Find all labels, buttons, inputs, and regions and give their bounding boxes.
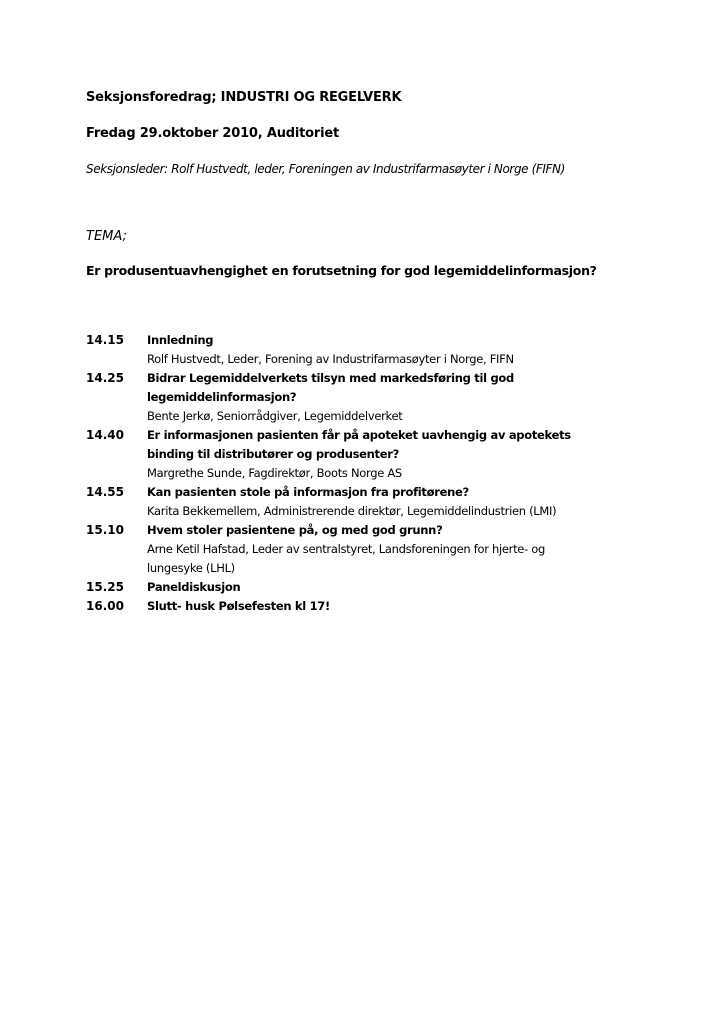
program-content xyxy=(147,578,646,597)
speaker-line: Bente Jerkø, Seniorrådgiver, Legemiddelverket xyxy=(147,409,403,423)
speaker-line: Rolf Hustvedt, Leder, Forening av Industrifarmasøyter i Norge, FIFN xyxy=(147,352,514,366)
section-title: Seksjonsforedrag; INDUSTRI OG REGELVERK xyxy=(86,90,402,105)
program-item xyxy=(86,521,646,578)
tema-question: Er produsentuavhengighet en forutsetning for god legemiddelinformasjon? xyxy=(86,263,597,278)
program-content xyxy=(147,521,646,578)
program-item xyxy=(86,426,646,483)
program-time: 14.40 xyxy=(86,428,124,442)
program-item xyxy=(86,331,646,369)
program-time: 14.25 xyxy=(86,371,124,385)
section-leader-line: Seksjonsleder: Rolf Hustvedt, leder, Foreningen av Industrifarmasøyter i Norge (FIFN) xyxy=(86,162,565,176)
program-content xyxy=(147,483,646,521)
program-content xyxy=(147,331,646,369)
talk-title-line: Hvem stoler pasientene på, og med god grunn? xyxy=(147,523,443,537)
program-time: 15.10 xyxy=(86,523,124,537)
program-item xyxy=(86,597,646,616)
talk-title-line: Slutt- husk Pølsefesten kl 17! xyxy=(147,599,330,613)
program-item xyxy=(86,578,646,597)
program-item xyxy=(86,369,646,426)
tema-label: TEMA; xyxy=(86,229,127,244)
speaker-line: lungesyke (LHL) xyxy=(147,561,235,575)
talk-title-line: Innledning xyxy=(147,333,214,347)
speaker-line: Arne Ketil Hafstad, Leder av sentralstyret, Landsforeningen for hjerte- og xyxy=(147,542,546,556)
program-item xyxy=(86,483,646,521)
talk-title-line: legemiddelinformasjon? xyxy=(147,390,297,404)
program-content xyxy=(147,426,646,483)
program-list xyxy=(86,331,646,616)
talk-title-line: Paneldiskusjon xyxy=(147,580,241,594)
talk-title-line: Er informasjonen pasienten får på apoteket uavhengig av apotekets xyxy=(147,428,571,442)
program-content xyxy=(147,597,646,616)
date-line: Fredag 29.oktober 2010, Auditoriet xyxy=(86,126,339,141)
program-time: 14.55 xyxy=(86,485,124,499)
talk-title-line: Bidrar Legemiddelverkets tilsyn med markedsføring til god xyxy=(147,371,514,385)
speaker-line: Karita Bekkemellem, Administrerende direktør, Legemiddelindustrien (LMI) xyxy=(147,504,557,518)
talk-title-line: binding til distributører og produsenter? xyxy=(147,447,399,461)
talk-title-line: Kan pasienten stole på informasjon fra profitørene? xyxy=(147,485,469,499)
speaker-line: Margrethe Sunde, Fagdirektør, Boots Norge AS xyxy=(147,466,402,480)
program-time: 16.00 xyxy=(86,599,124,613)
program-time: 15.25 xyxy=(86,580,124,594)
program-time: 14.15 xyxy=(86,333,124,347)
program-content xyxy=(147,369,646,426)
